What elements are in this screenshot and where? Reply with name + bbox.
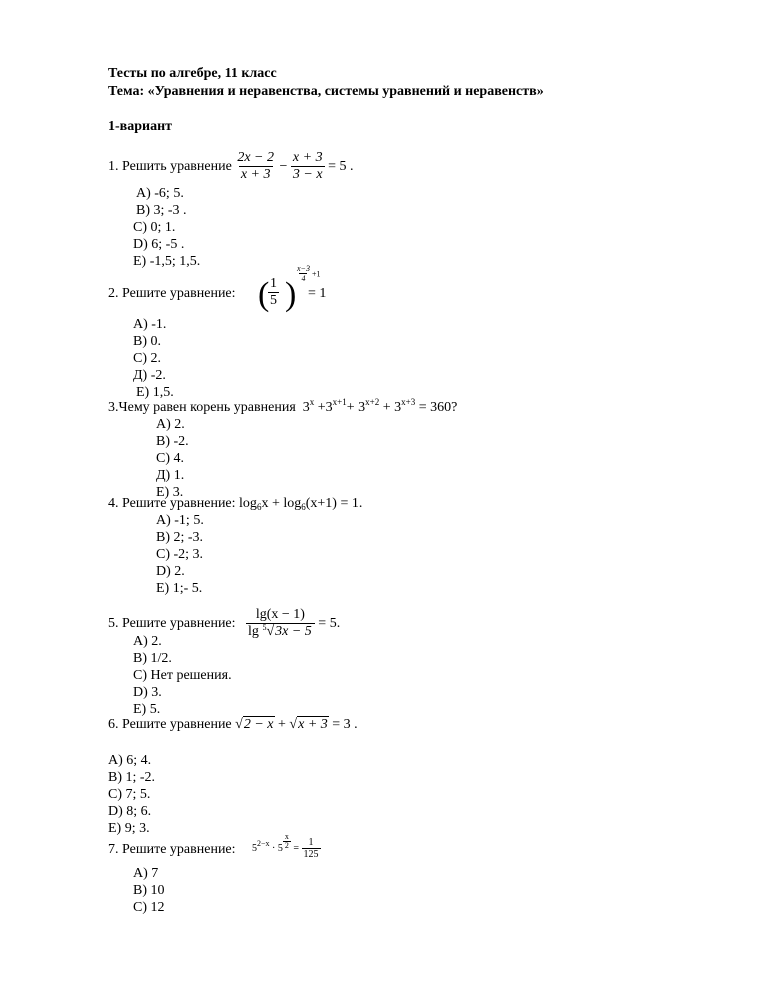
q4-option-d: D) 2. <box>156 564 185 579</box>
q6-option-b: B) 1; -2. <box>108 770 156 785</box>
q6-option-a: A) 6; 4. <box>108 753 152 768</box>
q4-option-b: B) 2; -3. <box>156 530 204 545</box>
q6-option-d: D) 8; 6. <box>108 804 152 819</box>
q6-prompt: 6. Решите уравнение <box>108 717 232 732</box>
q3-equation: $3^x +3^{x+1}+ 3^{x+2} + 3^{x+3} = 360$? <box>302 397 458 415</box>
doc-title: Тесты по алгебре, 11 класс <box>108 66 277 81</box>
q1-fraction-2: $\frac{x + 3}{3 - x}$ <box>292 150 323 183</box>
q5-option-d: D) 3. <box>133 685 162 700</box>
q5-option-b: B) 1/2. <box>133 651 172 666</box>
question-4 <box>108 496 362 512</box>
question-1 <box>108 147 353 187</box>
q2-option-a: A) -1. <box>133 317 167 332</box>
doc-topic: Тема: «Уравнения и неравенства, системы уравнений и неравенств» <box>108 84 544 99</box>
question-3 <box>108 397 458 416</box>
q5-prompt: 5. Решите уравнение: <box>108 616 236 631</box>
q3-option-e: E) 3. <box>156 485 184 500</box>
q3-option-a: A) 2. <box>156 417 185 432</box>
q2-left-paren: ( <box>258 276 270 313</box>
q7-equation: $5^{2-x} \cdot 5$ $\frac{x}{2}$ = $\frac{1}{125}$ <box>252 832 319 861</box>
q1-option-a: A) -6; 5. <box>136 186 184 201</box>
q2-base-fraction: 1 5 <box>270 276 277 308</box>
q6-option-c: C) 7; 5. <box>108 787 151 802</box>
question-6 <box>108 717 358 733</box>
q5-fraction: $\frac{\lg(x - 1)}{\lg ^5√3x - 5}$ <box>246 607 315 641</box>
q2-equation <box>258 264 338 318</box>
q2-exponent: $\frac{x-3}{4}$ +1 <box>297 264 321 283</box>
q3-prompt: 3.Чему равен корень уравнения <box>108 400 296 415</box>
q1-rhs: = 5 . <box>328 159 354 174</box>
q2-option-e: E) 1,5. <box>136 385 174 400</box>
q1-fraction-1: $\frac{2x - 2}{x + 3}$ <box>237 150 274 183</box>
q4-prompt: 4. Решите уравнение: <box>108 496 236 511</box>
q7-option-a: A) 7 <box>133 866 159 881</box>
q5-option-c: C) Нет решения. <box>133 668 232 683</box>
q6-equation: √2 − x + √x + 3 = 3 . <box>235 717 358 732</box>
q5-option-a: A) 2. <box>133 634 162 649</box>
q1-option-d: D) 6; -5 . <box>133 237 185 252</box>
q3-option-b: B) -2. <box>156 434 189 449</box>
q5-rhs: = 5. <box>318 616 341 631</box>
q2-rhs: = 1 <box>308 286 327 301</box>
q4-option-e: E) 1;- 5. <box>156 581 203 596</box>
q1-option-e: E) -1,5; 1,5. <box>133 254 201 269</box>
variant-heading: 1-вариант <box>108 119 173 134</box>
q1-minus: − <box>279 159 288 174</box>
q2-option-c: C) 2. <box>133 351 161 366</box>
q7-prompt: 7. Решите уравнение: <box>108 842 236 857</box>
q2-right-paren: ) <box>285 276 297 313</box>
q7-rhs-fraction: $\frac{1}{125}$ <box>303 837 319 861</box>
q2-option-d: Д) -2. <box>133 368 166 383</box>
q1-option-b: B) 3; -3 . <box>136 203 187 218</box>
q1-prompt: 1. Решить уравнение <box>108 159 232 174</box>
q4-option-a: A) -1; 5. <box>156 513 204 528</box>
q3-option-c: C) 4. <box>156 451 184 466</box>
q3-option-d: Д) 1. <box>156 468 185 483</box>
q2-prompt: 2. Решите уравнение: <box>108 286 236 301</box>
q5-option-e: E) 5. <box>133 702 161 717</box>
q1-option-c: C) 0; 1. <box>133 220 176 235</box>
q7-option-b: B) 10 <box>133 883 165 898</box>
q6-option-e: E) 9; 3. <box>108 821 150 836</box>
q4-option-c: C) -2; 3. <box>156 547 204 562</box>
q4-equation: $\log_6x + \log_6(x+1) = 1$. <box>239 496 363 512</box>
q7-option-c: C) 12 <box>133 900 165 915</box>
q2-option-b: B) 0. <box>133 334 161 349</box>
